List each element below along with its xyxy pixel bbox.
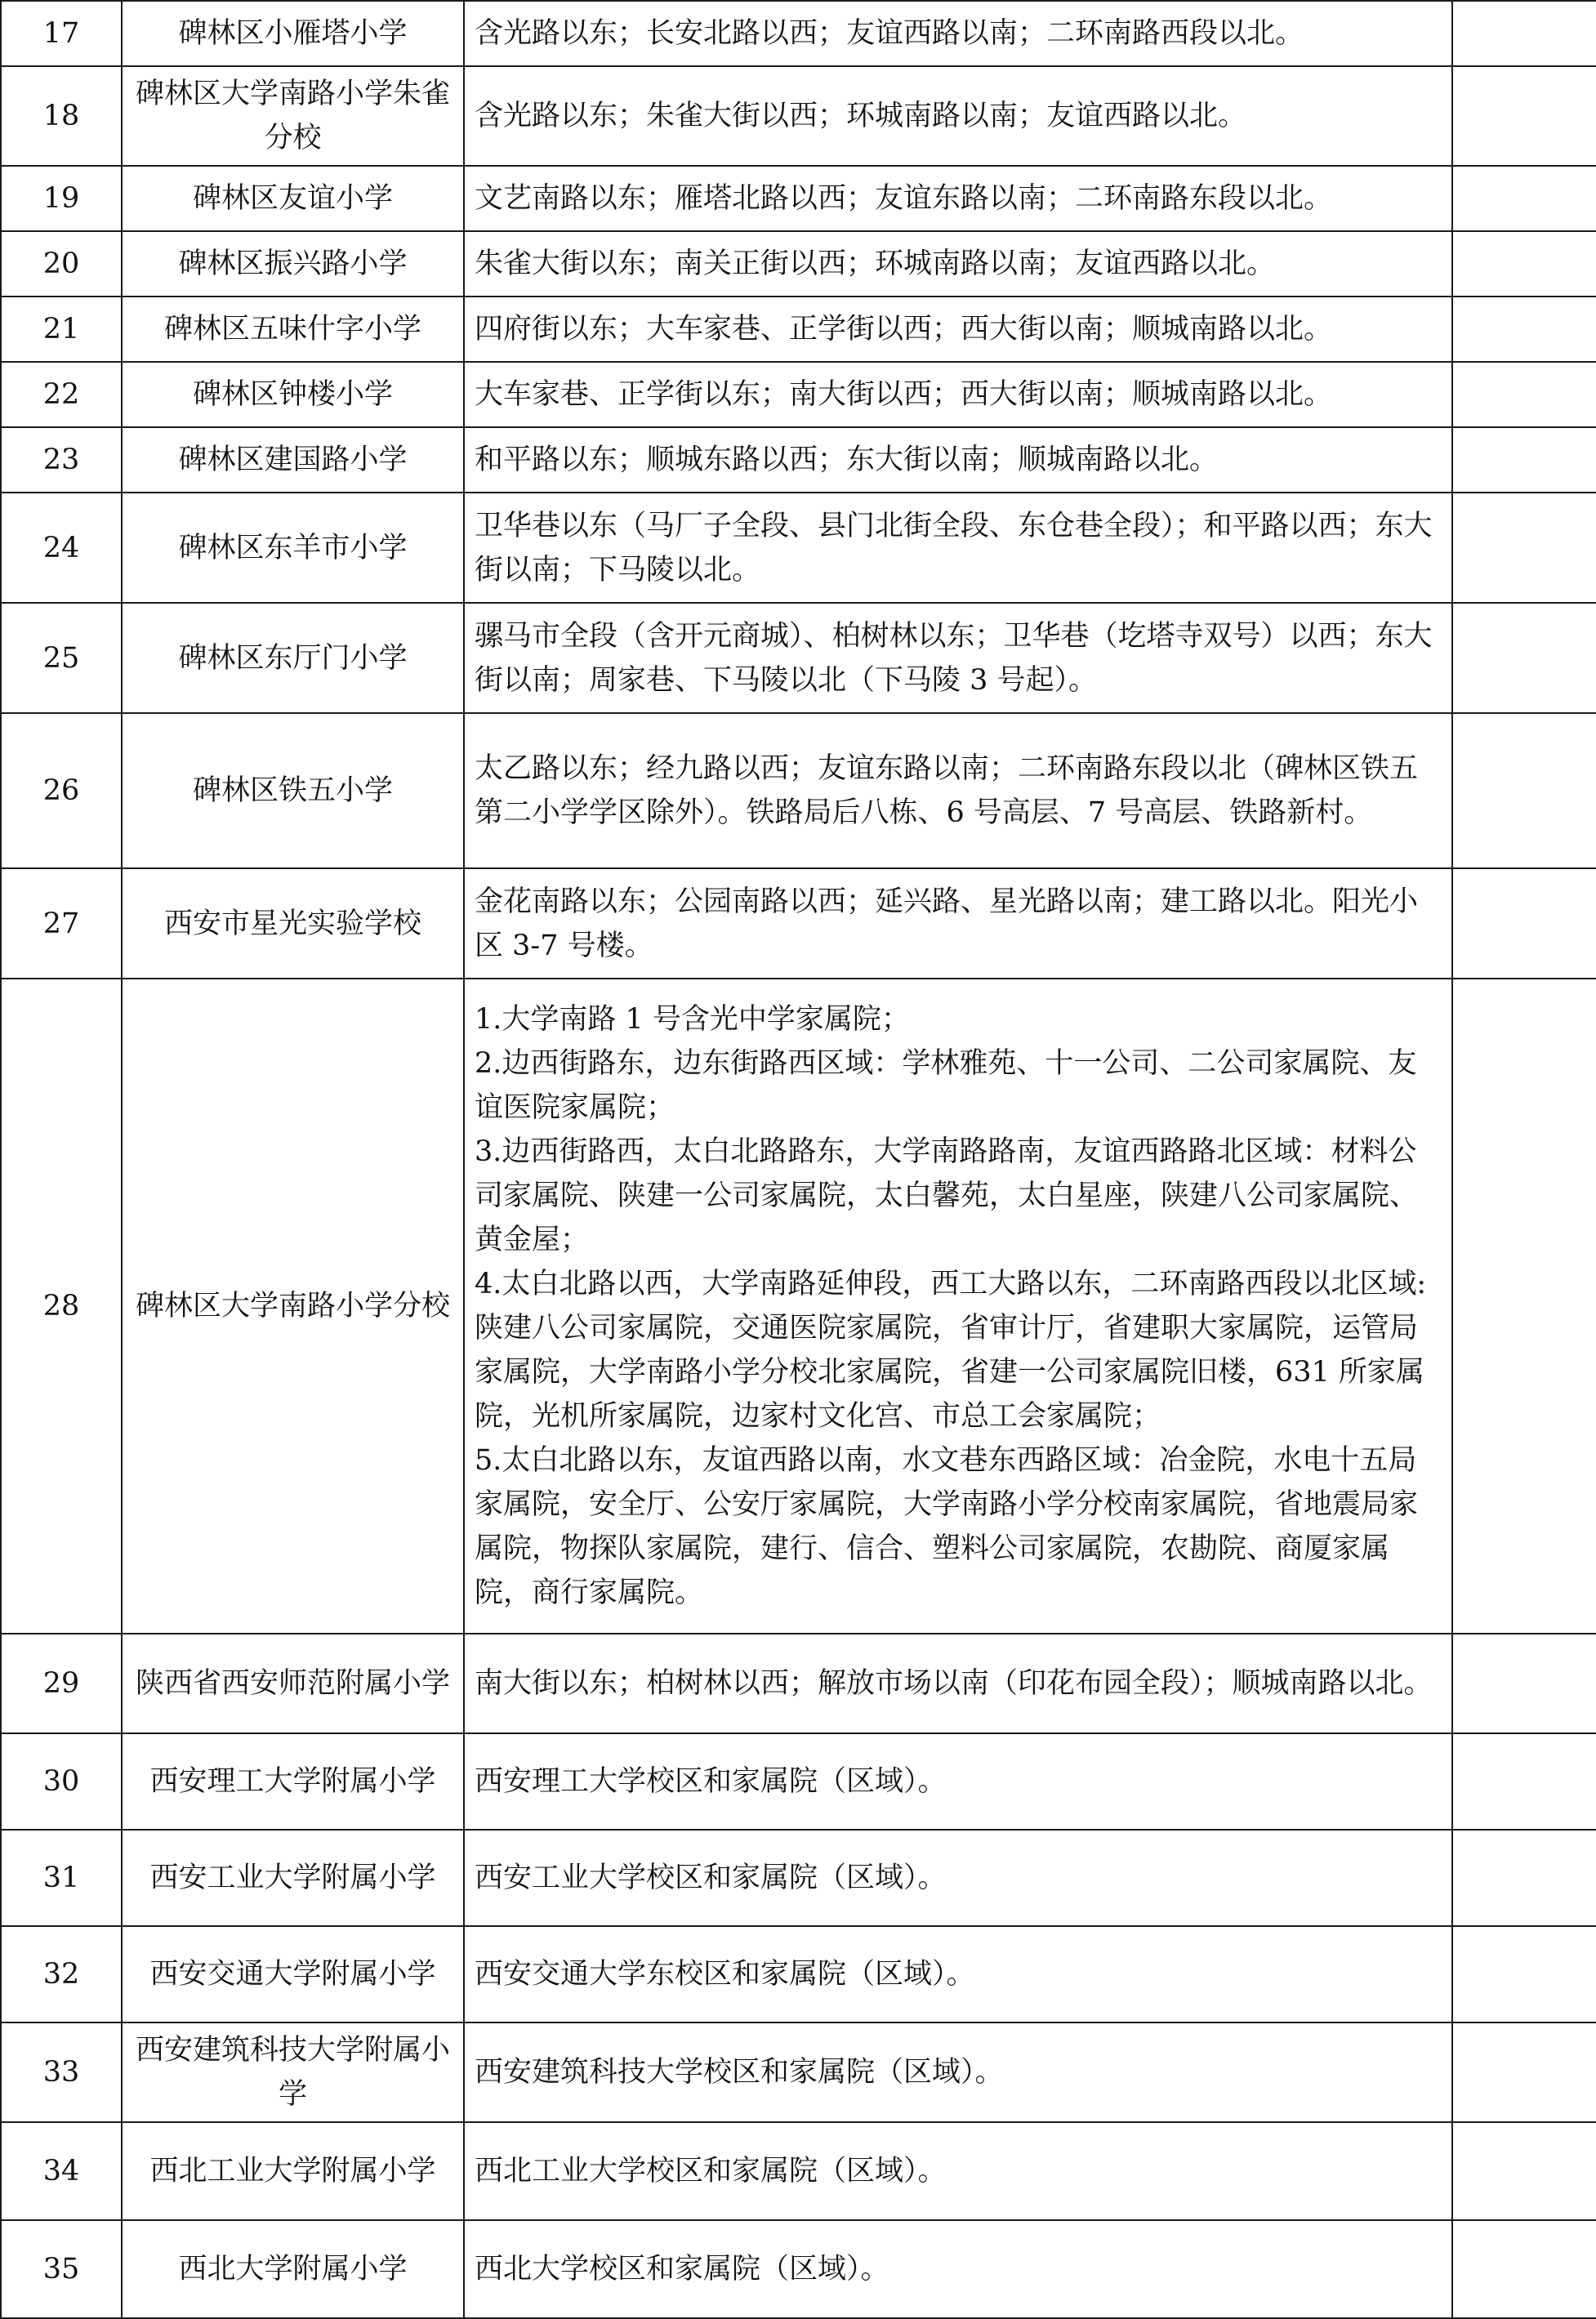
area-line: 太乙路以东；经九路以西；友谊东路以南；二环南路东段以北（碑林区铁五第二小学学区除外）。铁路局后八栋、6 号高层、7 号高层、铁路新村。 bbox=[475, 752, 1419, 829]
school-name: 碑林区五味什字小学 bbox=[122, 297, 464, 362]
note-cell bbox=[1452, 979, 1596, 1634]
row-number: 24 bbox=[1, 493, 122, 603]
note-cell bbox=[1452, 1, 1596, 66]
row-number: 21 bbox=[1, 297, 122, 362]
table-row bbox=[1, 66, 1596, 166]
note-cell bbox=[1452, 493, 1596, 603]
table-row bbox=[1, 603, 1596, 713]
area-line: 西北大学校区和家属院（区域）。 bbox=[475, 2253, 889, 2286]
table-row bbox=[1, 166, 1596, 231]
school-name: 西安市星光实验学校 bbox=[122, 868, 464, 979]
area-line: 西安建筑科技大学校区和家属院（区域）。 bbox=[475, 2056, 1004, 2089]
district-area bbox=[464, 603, 1452, 713]
table-row bbox=[1, 2220, 1596, 2318]
note-cell bbox=[1452, 362, 1596, 427]
school-name: 碑林区东厅门小学 bbox=[122, 603, 464, 713]
note-cell bbox=[1452, 166, 1596, 231]
area-line: 西安工业大学校区和家属院（区域）。 bbox=[475, 1862, 947, 1894]
district-area bbox=[464, 2220, 1452, 2318]
row-number: 28 bbox=[1, 979, 122, 1634]
table-row bbox=[1, 2122, 1596, 2220]
district-area bbox=[464, 427, 1452, 493]
table-row bbox=[1, 1, 1596, 66]
school-name: 碑林区振兴路小学 bbox=[122, 231, 464, 297]
area-line: 骡马市全段（含开元商城）、柏树林以东；卫华巷（圪塔寺双号）以西；东大街以南；周家巷、下马陵以北（下马陵 3 号起）。 bbox=[475, 619, 1433, 697]
row-number: 31 bbox=[1, 1830, 122, 1926]
area-line: 2.边西街路东，边东街路西区域：学林雅苑、十一公司、二公司家属院、友谊医院家属院； bbox=[475, 1047, 1417, 1124]
district-area bbox=[464, 979, 1452, 1634]
table-row bbox=[1, 362, 1596, 427]
table-row bbox=[1, 979, 1596, 1634]
row-number: 32 bbox=[1, 1926, 122, 2022]
area-line: 朱雀大街以东；南关正街以西；环城南路以南；友谊西路以北。 bbox=[475, 248, 1276, 280]
district-area bbox=[464, 1830, 1452, 1926]
school-name: 西安工业大学附属小学 bbox=[122, 1830, 464, 1926]
table-row bbox=[1, 1733, 1596, 1830]
area-line: 含光路以东；长安北路以西；友谊西路以南；二环南路西段以北。 bbox=[475, 17, 1304, 50]
row-number: 26 bbox=[1, 713, 122, 868]
area-line: 西安理工大学校区和家属院（区域）。 bbox=[475, 1765, 947, 1798]
note-cell bbox=[1452, 1733, 1596, 1830]
school-name: 碑林区建国路小学 bbox=[122, 427, 464, 493]
area-line: 南大街以东；柏树林以西；解放市场以南（印花布园全段）；顺城南路以北。 bbox=[475, 1667, 1433, 1700]
row-number: 17 bbox=[1, 1, 122, 66]
note-cell bbox=[1452, 2220, 1596, 2318]
row-number: 19 bbox=[1, 166, 122, 231]
note-cell bbox=[1452, 603, 1596, 713]
row-number: 22 bbox=[1, 362, 122, 427]
table-row bbox=[1, 493, 1596, 603]
school-name: 西安建筑科技大学附属小学 bbox=[122, 2022, 464, 2122]
table-row bbox=[1, 1926, 1596, 2022]
area-line: 四府街以东；大车家巷、正学街以西；西大街以南；顺城南路以北。 bbox=[475, 313, 1333, 346]
school-name: 碑林区小雁塔小学 bbox=[122, 1, 464, 66]
area-line: 4.太白北路以西，大学南路延伸段，西工大路以东，二环南路西段以北区域:陕建八公司家属院，交通医院家属院，省审计厅，省建职大家属院，运管局家属院，大学南路小学分校北家属院，省建一公司家属院旧楼，631 所家属院，光机所家属院，边家村文化宫、市总工会家属院； bbox=[475, 1268, 1427, 1433]
area-line: 金花南路以东；公园南路以西；延兴路、星光路以南；建工路以北。阳光小区 3-7 号楼。 bbox=[475, 885, 1419, 962]
school-name: 碑林区大学南路小学朱雀分校 bbox=[122, 66, 464, 166]
row-number: 29 bbox=[1, 1634, 122, 1733]
table-row bbox=[1, 231, 1596, 297]
school-name: 西北工业大学附属小学 bbox=[122, 2122, 464, 2220]
district-area bbox=[464, 362, 1452, 427]
row-number: 34 bbox=[1, 2122, 122, 2220]
row-number: 18 bbox=[1, 66, 122, 166]
row-number: 27 bbox=[1, 868, 122, 979]
note-cell bbox=[1452, 868, 1596, 979]
area-line: 和平路以东；顺城东路以西；东大街以南；顺城南路以北。 bbox=[475, 444, 1219, 476]
table-row bbox=[1, 868, 1596, 979]
note-cell bbox=[1452, 297, 1596, 362]
table-row bbox=[1, 1634, 1596, 1733]
row-number: 25 bbox=[1, 603, 122, 713]
row-number: 33 bbox=[1, 2022, 122, 2122]
district-area bbox=[464, 713, 1452, 868]
district-area bbox=[464, 868, 1452, 979]
school-name: 碑林区东羊市小学 bbox=[122, 493, 464, 603]
area-line: 西北工业大学校区和家属院（区域）。 bbox=[475, 2155, 947, 2187]
district-area bbox=[464, 2122, 1452, 2220]
row-number: 30 bbox=[1, 1733, 122, 1830]
school-name: 碑林区大学南路小学分校 bbox=[122, 979, 464, 1634]
note-cell bbox=[1452, 1926, 1596, 2022]
area-line: 含光路以东；朱雀大街以西；环城南路以南；友谊西路以北。 bbox=[475, 100, 1247, 132]
area-line: 西安交通大学东校区和家属院（区域）。 bbox=[475, 1958, 975, 1991]
district-area bbox=[464, 1733, 1452, 1830]
school-name: 碑林区钟楼小学 bbox=[122, 362, 464, 427]
note-cell bbox=[1452, 66, 1596, 166]
district-area bbox=[464, 2022, 1452, 2122]
district-area bbox=[464, 231, 1452, 297]
district-area bbox=[464, 1, 1452, 66]
note-cell bbox=[1452, 231, 1596, 297]
district-area bbox=[464, 493, 1452, 603]
area-line: 5.太白北路以东，友谊西路以南，水文巷东西路区域：冶金院，水电十五局家属院，安全厅、公安厅家属院，大学南路小学分校南家属院，省地震局家属院，物探队家属院，建行、信合、塑料公司家属院，农勘院、商厦家属院，商行家属院。 bbox=[475, 1444, 1419, 1609]
area-line: 1.大学南路 1 号含光中学家属院； bbox=[475, 1003, 910, 1036]
area-line: 3.边西街路西，太白北路路东，大学南路路南，友谊西路路北区域：材料公司家属院、陕建一公司家属院，太白馨苑，太白星座，陕建八公司家属院、黄金屋； bbox=[475, 1135, 1419, 1256]
area-line: 文艺南路以东；雁塔北路以西；友谊东路以南；二环南路东段以北。 bbox=[475, 182, 1333, 215]
district-area bbox=[464, 66, 1452, 166]
table-body bbox=[1, 1, 1596, 2318]
table-row bbox=[1, 1830, 1596, 1926]
district-area bbox=[464, 166, 1452, 231]
school-name: 西安交通大学附属小学 bbox=[122, 1926, 464, 2022]
area-line: 卫华巷以东（马厂子全段、县门北街全段、东仓巷全段）；和平路以西；东大街以南；下马陵以北。 bbox=[475, 509, 1433, 586]
school-name: 碑林区友谊小学 bbox=[122, 166, 464, 231]
table-row bbox=[1, 297, 1596, 362]
row-number: 20 bbox=[1, 231, 122, 297]
note-cell bbox=[1452, 2122, 1596, 2220]
note-cell bbox=[1452, 427, 1596, 493]
table-row bbox=[1, 427, 1596, 493]
note-cell bbox=[1452, 2022, 1596, 2122]
school-name: 碑林区铁五小学 bbox=[122, 713, 464, 868]
district-area bbox=[464, 1926, 1452, 2022]
row-number: 35 bbox=[1, 2220, 122, 2318]
note-cell bbox=[1452, 1634, 1596, 1733]
school-name: 陕西省西安师范附属小学 bbox=[122, 1634, 464, 1733]
row-number: 23 bbox=[1, 427, 122, 493]
area-line: 大车家巷、正学街以东；南大街以西；西大街以南；顺城南路以北。 bbox=[475, 378, 1333, 411]
school-name: 西北大学附属小学 bbox=[122, 2220, 464, 2318]
table-row bbox=[1, 2022, 1596, 2122]
district-area bbox=[464, 297, 1452, 362]
note-cell bbox=[1452, 1830, 1596, 1926]
table-row bbox=[1, 713, 1596, 868]
note-cell bbox=[1452, 713, 1596, 868]
school-name: 西安理工大学附属小学 bbox=[122, 1733, 464, 1830]
district-area bbox=[464, 1634, 1452, 1733]
